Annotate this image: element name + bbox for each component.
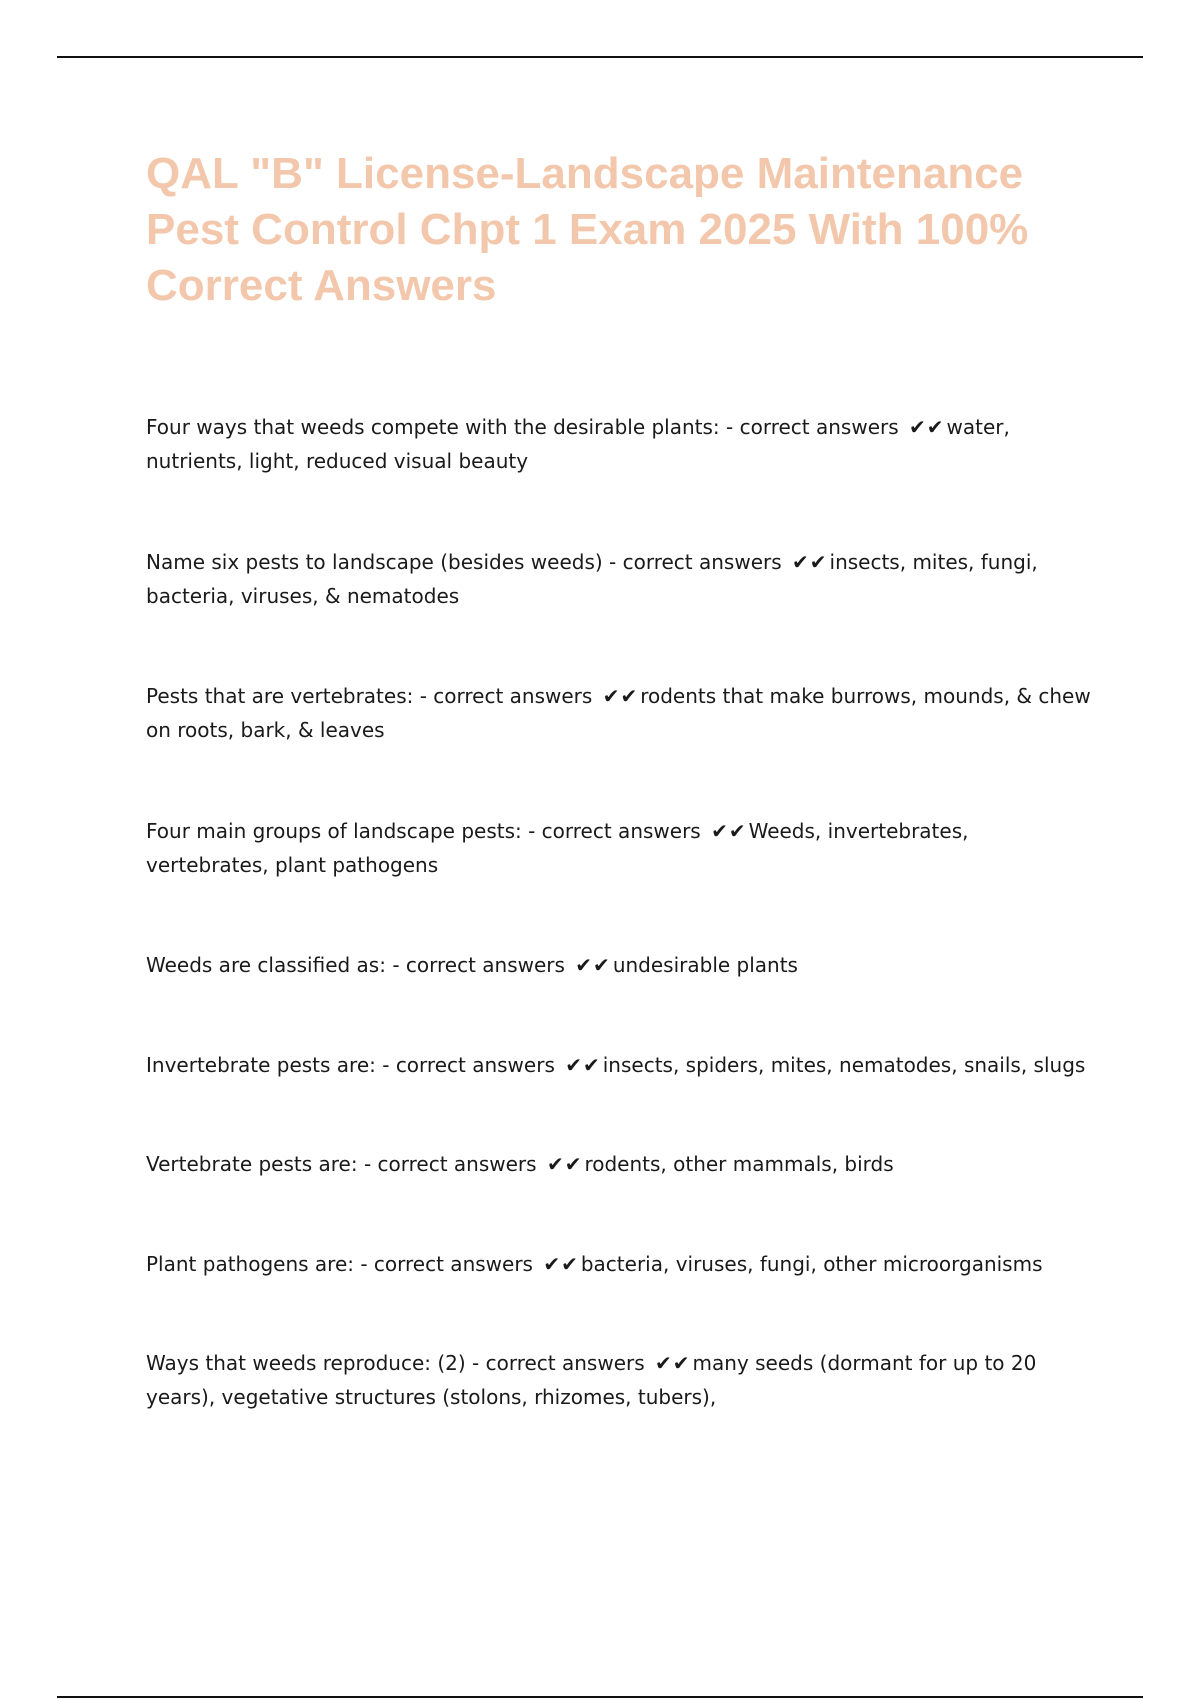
answer-text: water, nutrients, light, reduced visual beauty	[146, 415, 1010, 473]
qa-item	[146, 1247, 1096, 1281]
check-icon: ✔✔	[792, 550, 828, 574]
qa-item	[146, 948, 1096, 982]
question-text: Four main groups of landscape pests: - correct answers	[146, 819, 701, 843]
check-icon: ✔✔	[909, 415, 945, 439]
document-title: QAL "B" License-Landscape Maintenance Pest Control Chpt 1 Exam 2025 With 100% Correct Answers	[146, 149, 1029, 310]
check-icon: ✔✔	[655, 1351, 691, 1375]
question-text: Ways that weeds reproduce: (2) - correct answers	[146, 1351, 645, 1375]
answer-text: undesirable plants	[612, 953, 798, 977]
answer-text: bacteria, viruses, fungi, other microorganisms	[580, 1252, 1043, 1276]
check-icon: ✔✔	[543, 1252, 579, 1276]
question-text: Weeds are classified as: - correct answers	[146, 953, 565, 977]
question-text: Vertebrate pests are: - correct answers	[146, 1152, 537, 1176]
qa-item	[146, 545, 1096, 613]
answer-text: Weeds, invertebrates, vertebrates, plant pathogens	[146, 819, 969, 877]
answer-text: insects, spiders, mites, nematodes, snails, slugs	[602, 1053, 1086, 1077]
qa-item	[146, 1048, 1096, 1082]
top-rule	[57, 56, 1143, 58]
answer-text: insects, mites, fungi, bacteria, viruses, & nematodes	[146, 550, 1038, 608]
qa-item	[146, 410, 1096, 478]
check-icon: ✔✔	[711, 819, 747, 843]
question-text: Pests that are vertebrates: - correct answers	[146, 684, 593, 708]
answer-text: rodents that make burrows, mounds, & chew on roots, bark, & leaves	[146, 684, 1091, 742]
qa-item	[146, 679, 1096, 747]
question-text: Invertebrate pests are: - correct answers	[146, 1053, 555, 1077]
check-icon: ✔✔	[546, 1152, 583, 1176]
question-text: Name six pests to landscape (besides weeds) - correct answers	[146, 550, 782, 574]
qa-item	[146, 1346, 1096, 1414]
answer-text: many seeds (dormant for up to 20 years), vegetative structures (stolons, rhizomes, tubers),	[146, 1351, 1037, 1409]
question-text: Four ways that weeds compete with the desirable plants: - correct answers	[146, 415, 899, 439]
check-icon: ✔✔	[602, 684, 639, 708]
question-text: Plant pathogens are: - correct answers	[146, 1252, 533, 1276]
check-icon: ✔✔	[575, 953, 611, 977]
qa-item	[146, 1147, 1096, 1181]
qa-item	[146, 814, 1096, 882]
answer-text: rodents, other mammals, birds	[584, 1152, 894, 1176]
check-icon: ✔✔	[565, 1053, 601, 1077]
bottom-rule	[57, 1696, 1143, 1698]
